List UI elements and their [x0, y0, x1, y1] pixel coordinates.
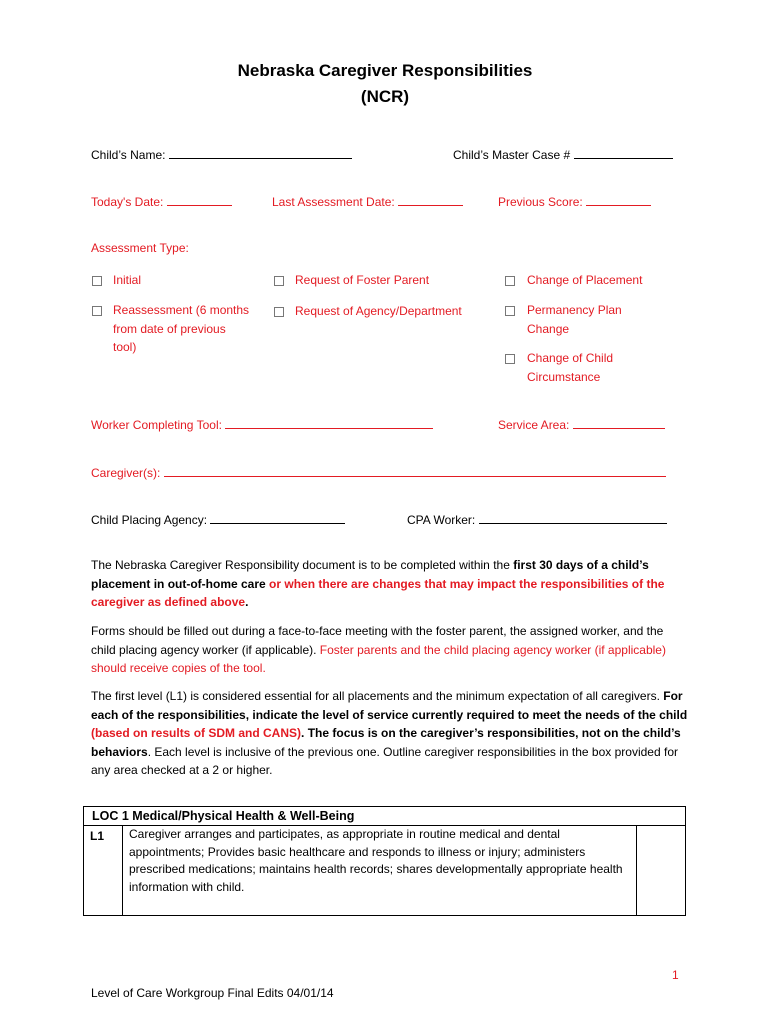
- instructions-paragraph-1: [91, 556, 691, 612]
- worker-completing-label: Worker Completing Tool:: [91, 418, 222, 432]
- service-area-label: Service Area:: [498, 418, 570, 432]
- para1-text-c: or when there are changes that may impact the responsibilities of the caregiver as defined above: [91, 576, 665, 609]
- todays-date-label: Today's Date:: [91, 195, 164, 209]
- last-assessment-field[interactable]: [272, 194, 463, 209]
- instructions-paragraph-2: [91, 622, 691, 678]
- change-placement-checkbox[interactable]: [505, 276, 515, 286]
- para3-text-d: . The focus is on the caregiver’s responsibilities, not on the child’s behaviors: [91, 726, 681, 759]
- para2-text-a: Forms should be filled out during a face-to-face meeting with the foster parent, the assigned worker, and the child placing agency worker (if applicable).: [91, 624, 664, 657]
- child-name-field[interactable]: [91, 147, 352, 162]
- cpa-worker-field[interactable]: [407, 512, 667, 527]
- reassessment-checkbox[interactable]: [92, 306, 102, 316]
- para3-text-e: . Each level is inclusive of the previous one. Outline caregiver responsibilities in the box provided for any area checked at a 2 or higher.: [91, 744, 678, 777]
- para1-text-d: .: [245, 595, 249, 609]
- page-subtitle: (NCR): [360, 87, 410, 106]
- caregivers-field[interactable]: [91, 465, 666, 480]
- previous-score-blank[interactable]: [586, 194, 651, 206]
- reassessment-line-3: tool): [113, 340, 137, 354]
- permanency-line-1: Permanency Plan: [527, 303, 622, 317]
- assessment-type-label: Assessment Type:: [91, 241, 189, 255]
- master-case-label: Child’s Master Case #: [453, 148, 571, 162]
- para3-text-b: For each of the responsibilities, indicate the level of service currently required to meet the needs of the child: [91, 689, 688, 722]
- loc-level: L1: [84, 826, 123, 916]
- instructions-paragraph-3: [91, 687, 691, 780]
- last-assessment-blank[interactable]: [398, 194, 463, 206]
- para2-text-b: Foster parents and the child placing agency worker (if applicable) should receive copies of the tool.: [91, 642, 666, 675]
- loc-header: LOC 1 Medical/Physical Health & Well-Being: [84, 807, 686, 826]
- cpa-worker-label: CPA Worker:: [407, 513, 476, 527]
- foster-request-label: Request of Foster Parent: [295, 273, 430, 287]
- placing-agency-field[interactable]: [91, 512, 345, 527]
- worker-completing-blank[interactable]: [225, 417, 433, 429]
- child-circumstance-line-2: Circumstance: [527, 369, 601, 384]
- reassessment-line-1: Reassessment (6 months: [113, 303, 250, 317]
- caregivers-blank[interactable]: [164, 465, 666, 477]
- loc-check-box[interactable]: [637, 826, 686, 916]
- footer-edits: Level of Care Workgroup Final Edits 04/01/14: [91, 986, 334, 1000]
- agency-request-checkbox[interactable]: [274, 307, 284, 317]
- agency-request-label: Request of Agency/Department: [295, 304, 462, 318]
- previous-score-field[interactable]: [498, 194, 651, 209]
- child-circumstance-checkbox[interactable]: [505, 354, 515, 364]
- permanency-checkbox[interactable]: [505, 306, 515, 316]
- previous-score-label: Previous Score:: [498, 195, 583, 209]
- placing-agency-label: Child Placing Agency:: [91, 513, 208, 527]
- loc-table: [83, 806, 686, 916]
- child-name-blank[interactable]: [169, 147, 352, 159]
- master-case-field[interactable]: [453, 147, 673, 162]
- child-circumstance-label: [527, 349, 613, 386]
- permanency-label: [527, 301, 622, 338]
- caregivers-label: Caregiver(s):: [91, 466, 161, 480]
- reassessment-label: [113, 301, 249, 357]
- page-title: Nebraska Caregiver Responsibilities: [237, 61, 533, 80]
- todays-date-field[interactable]: [91, 194, 232, 209]
- foster-request-checkbox[interactable]: [274, 276, 284, 286]
- para1-text-b: first 30 days of a child’s placement in out-of-home care: [91, 558, 649, 591]
- cpa-worker-blank[interactable]: [479, 512, 667, 524]
- page-number: 1: [672, 968, 679, 982]
- service-area-field[interactable]: [498, 417, 665, 432]
- service-area-blank[interactable]: [573, 417, 665, 429]
- todays-date-blank[interactable]: [167, 194, 232, 206]
- master-case-blank[interactable]: [574, 147, 673, 159]
- reassessment-line-2: from date of previous: [113, 321, 226, 336]
- initial-label: Initial: [113, 273, 142, 287]
- last-assessment-label: Last Assessment Date:: [272, 195, 395, 209]
- change-placement-label: Change of Placement: [527, 273, 643, 287]
- permanency-line-2: Change: [527, 321, 570, 336]
- para1-text-a: The Nebraska Caregiver Responsibility document is to be completed within the: [91, 558, 514, 572]
- para3-text-c: (based on results of SDM and CANS): [91, 726, 302, 740]
- child-name-label: Child’s Name:: [91, 148, 166, 162]
- worker-completing-field[interactable]: [91, 417, 433, 432]
- loc-description: Caregiver arranges and participates, as appropriate in routine medical and dental appointments; Provides basic healthcare and responds to illness or injury; administers prescribed medications; maintains health records; shares developmentally appropriate health information with child.: [123, 826, 637, 916]
- child-circumstance-line-1: Change of Child: [527, 351, 614, 365]
- initial-checkbox[interactable]: [92, 276, 102, 286]
- placing-agency-blank[interactable]: [210, 512, 345, 524]
- para3-text-a: The first level (L1) is considered essential for all placements and the minimum expectation of all caregivers.: [91, 689, 664, 703]
